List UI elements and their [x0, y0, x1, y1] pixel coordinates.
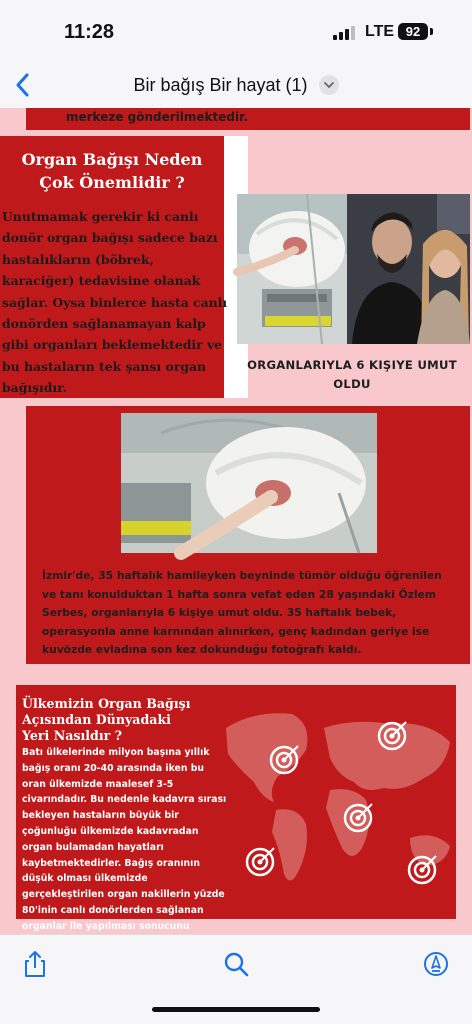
search-icon — [221, 949, 251, 979]
chevron-down-icon — [319, 75, 339, 95]
nav-bar — [0, 62, 472, 108]
top-strip — [26, 108, 470, 130]
document-title-button[interactable] — [0, 74, 472, 96]
section1-title: Organ Bağışı Neden Çok Önemlidir ? — [21, 150, 203, 192]
document-page[interactable] — [0, 108, 472, 934]
markup-pen-icon — [421, 949, 451, 979]
couple-photo — [347, 194, 470, 344]
markup-button[interactable] — [421, 949, 451, 979]
status-time: 11:28 — [64, 21, 115, 43]
incubator-photo — [237, 194, 347, 344]
section3-body: Batı ülkelerinde milyon başına yıllık bağış oranı 20-40 arasında iken bu oran ülkemizde maalesef 3-5 civarındadır. Bu nedenle kadavra sırası bekleyen hastaların büyük bir çoğunluğu ülkemizde kadavradan organ bulamadan hayatları kaybetmektedirler. Bağış oranının düşük olması ülkemizde gerçekleştirilen organ nakillerin yüzde 80'inin canlı donörlerden sağlanan organlar ile yapılması sonucunu — [22, 747, 227, 932]
share-icon — [20, 949, 50, 979]
share-button[interactable] — [20, 949, 50, 979]
section2-body: İzmir'de, 35 haftalık hamileyken beyninde tümör olduğu öğrenilen ve tanı konulduktan 1 hafta sonra vefat eden 28 yaşındaki Özlem Serbes, organlarıyla 6 kişiye umut oldu. 35 haftalık bebek, operasyonla anne karnından alınırken, genç kadından geriye ise kuvözde evladına son kez dokunduğu fotoğrafı kaldı. — [42, 569, 442, 657]
status-bar — [0, 0, 472, 62]
battery-tip — [430, 28, 433, 35]
network-label: LTE — [365, 23, 395, 40]
world-map-graphic — [214, 698, 458, 908]
home-indicator — [152, 1007, 320, 1012]
section1-body: Unutmamak gerekir ki canlı donör organ bağışı sadece bazı hastalıkların (böbrek, karaciğer) tedavisine olanak sağlar. Oysa binlerce hasta canlı donörden sağlanamayan kalp gibi organları beklemektedir ve bu hastaların tek şansı organ bağışıdır. — [2, 209, 228, 396]
mother-touch-photo — [121, 413, 377, 553]
signal-icon — [333, 26, 355, 40]
search-button[interactable] — [221, 949, 251, 979]
section3-title: Ülkemizin Organ Bağışı Açısından Dünyadaki Yeri Nasıldır ? — [22, 696, 191, 743]
top-strip-text: merkeze gönderilmektedir. — [66, 110, 248, 124]
section1-caption: ORGANLARIYLA 6 KIŞIYE UMUT OLDU — [247, 358, 457, 391]
document-title: Bir bağış Bir hayat (1) — [133, 74, 308, 95]
battery-icon: 92 — [398, 23, 428, 40]
